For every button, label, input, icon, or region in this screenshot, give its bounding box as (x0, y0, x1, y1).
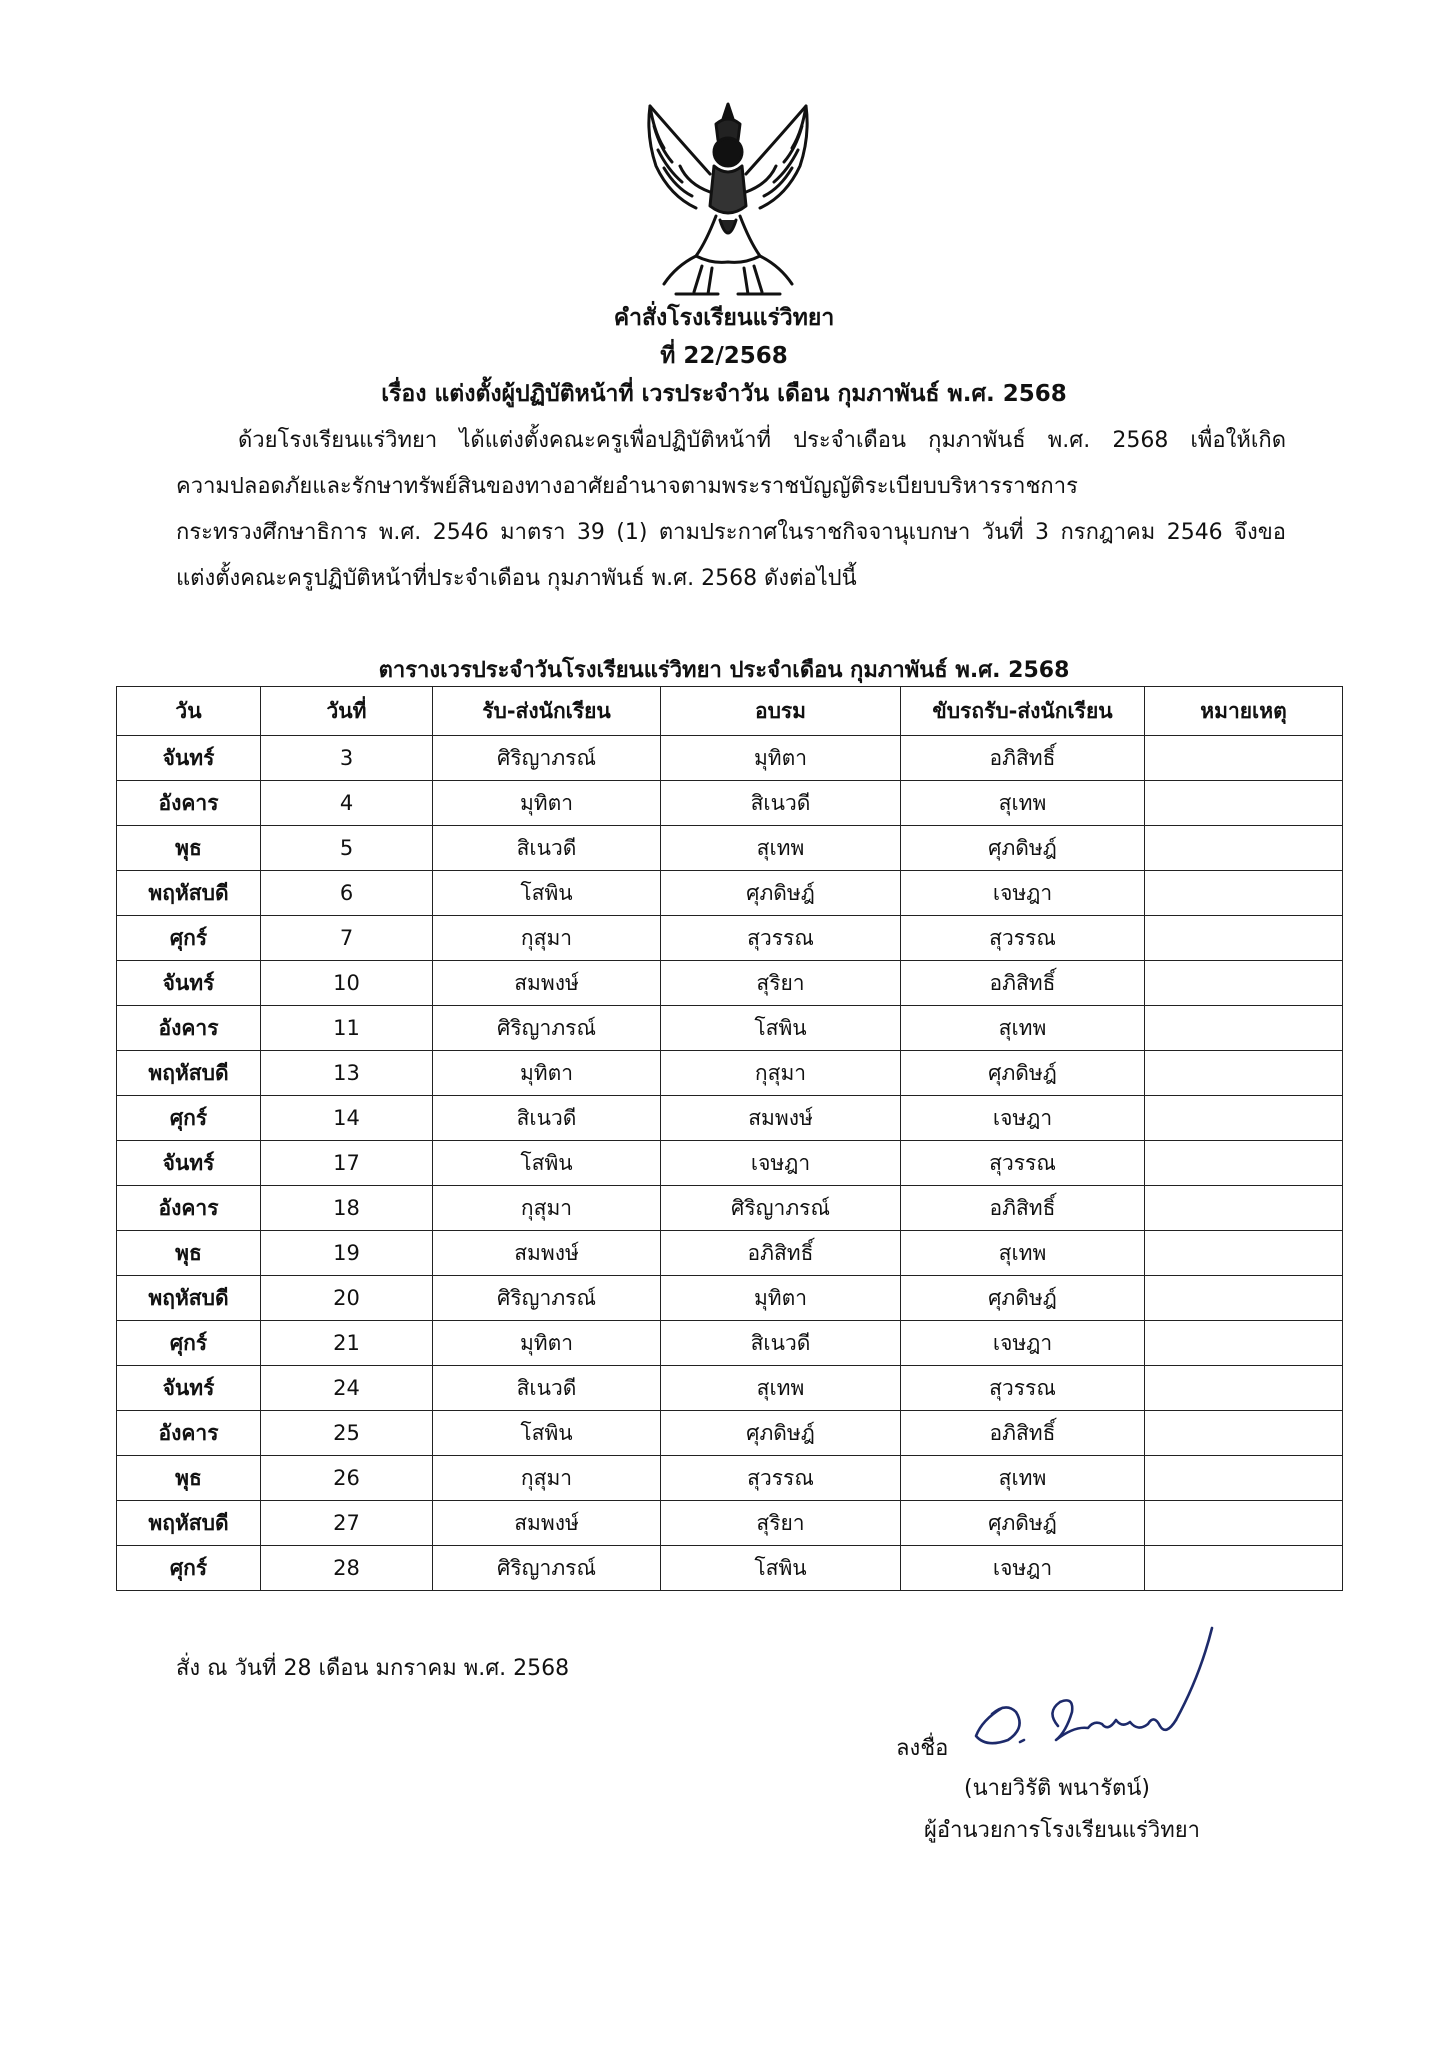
cell-day: พุธ (117, 826, 261, 871)
header-date: วันที่ (261, 687, 433, 736)
duty-table (116, 686, 1343, 1591)
cell-training: เจษฎา (661, 1141, 901, 1186)
body-line-3: กระทรวงศึกษาธิการ พ.ศ. 2546 มาตรา 39 (1) ตามประกาศในราชกิจจานุเบกษา วันที่ 3 กรกฎาคม 2546 จึงขอ (176, 520, 1286, 545)
cell-date: 11 (261, 1006, 433, 1051)
cell-day: พฤหัสบดี (117, 871, 261, 916)
cell-training: กุสุมา (661, 1051, 901, 1096)
cell-remarks (1145, 781, 1343, 826)
cell-remarks (1145, 826, 1343, 871)
cell-remarks (1145, 1411, 1343, 1456)
table-row (117, 826, 1343, 871)
cell-day: ศุกร์ (117, 1546, 261, 1591)
cell-day: อังคาร (117, 1411, 261, 1456)
cell-student-pickup: สิเนวดี (433, 1096, 661, 1141)
cell-driver: สุวรรณ (901, 1141, 1145, 1186)
cell-remarks (1145, 1276, 1343, 1321)
cell-training: สิเนวดี (661, 781, 901, 826)
cell-remarks (1145, 961, 1343, 1006)
cell-day: อังคาร (117, 1006, 261, 1051)
cell-day: จันทร์ (117, 736, 261, 781)
table-title: ตารางเวรประจำวันโรงเรียนแร่วิทยา ประจำเดือน กุมภาพันธ์ พ.ศ. 2568 (378, 658, 1070, 683)
cell-remarks (1145, 1456, 1343, 1501)
table-header-row (117, 687, 1343, 736)
cell-remarks (1145, 736, 1343, 781)
order-subject: เรื่อง แต่งตั้งผู้ปฏิบัติหน้าที่ เวรประจำวัน เดือน กุมภาพันธ์ พ.ศ. 2568 (381, 381, 1067, 407)
cell-date: 5 (261, 826, 433, 871)
order-number: ที่ 22/2568 (660, 343, 788, 369)
cell-driver: เจษฎา (901, 1096, 1145, 1141)
cell-remarks (1145, 871, 1343, 916)
cell-student-pickup: โสพิน (433, 1411, 661, 1456)
cell-student-pickup: มุทิตา (433, 1051, 661, 1096)
cell-remarks (1145, 1096, 1343, 1141)
cell-date: 14 (261, 1096, 433, 1141)
cell-day: พฤหัสบดี (117, 1276, 261, 1321)
table-row (117, 1231, 1343, 1276)
cell-driver: สุเทพ (901, 1456, 1145, 1501)
cell-student-pickup: สิเนวดี (433, 1366, 661, 1411)
cell-training: โสพิน (661, 1006, 901, 1051)
cell-remarks (1145, 1546, 1343, 1591)
cell-remarks (1145, 1501, 1343, 1546)
signer-position: ผู้อำนวยการโรงเรียนแร่วิทยา (924, 1818, 1200, 1843)
cell-driver: ศุภดิษฎ์ (901, 1501, 1145, 1546)
body-line-4: แต่งตั้งคณะครูปฏิบัติหน้าที่ประจำเดือน กุมภาพันธ์ พ.ศ. 2568 ดังต่อไปนี้ (176, 566, 857, 591)
table-row (117, 1276, 1343, 1321)
cell-training: อภิสิทธิ์ (661, 1231, 901, 1276)
cell-student-pickup: กุสุมา (433, 916, 661, 961)
cell-driver: สุเทพ (901, 781, 1145, 826)
cell-remarks (1145, 916, 1343, 961)
header-training: อบรม (661, 687, 901, 736)
cell-driver: ศุภดิษฎ์ (901, 1051, 1145, 1096)
cell-remarks (1145, 1231, 1343, 1276)
cell-training: สุเทพ (661, 1366, 901, 1411)
cell-day: พุธ (117, 1456, 261, 1501)
table-row (117, 871, 1343, 916)
table-row (117, 1456, 1343, 1501)
table-row (117, 1546, 1343, 1591)
cell-training: สุเทพ (661, 826, 901, 871)
cell-date: 28 (261, 1546, 433, 1591)
cell-day: ศุกร์ (117, 1096, 261, 1141)
header-remarks: หมายเหตุ (1145, 687, 1343, 736)
cell-training: มุทิตา (661, 736, 901, 781)
table-row (117, 1006, 1343, 1051)
cell-student-pickup: กุสุมา (433, 1456, 661, 1501)
cell-day: จันทร์ (117, 1366, 261, 1411)
cell-student-pickup: มุทิตา (433, 781, 661, 826)
cell-driver: ศุภดิษฎ์ (901, 1276, 1145, 1321)
cell-driver: สุเทพ (901, 1231, 1145, 1276)
cell-training: ศุภดิษฎ์ (661, 1411, 901, 1456)
cell-driver: สุเทพ (901, 1006, 1145, 1051)
cell-day: อังคาร (117, 781, 261, 826)
table-row (117, 1186, 1343, 1231)
cell-driver: อภิสิทธิ์ (901, 961, 1145, 1006)
table-row (117, 781, 1343, 826)
cell-training: ศุภดิษฎ์ (661, 871, 901, 916)
cell-remarks (1145, 1321, 1343, 1366)
cell-driver: ศุภดิษฎ์ (901, 826, 1145, 871)
cell-training: โสพิน (661, 1546, 901, 1591)
cell-day: ศุกร์ (117, 916, 261, 961)
cell-date: 20 (261, 1276, 433, 1321)
cell-student-pickup: ศิริญาภรณ์ (433, 736, 661, 781)
cell-driver: เจษฎา (901, 871, 1145, 916)
cell-date: 21 (261, 1321, 433, 1366)
cell-driver: เจษฎา (901, 1321, 1145, 1366)
cell-training: สุวรรณ (661, 1456, 901, 1501)
cell-remarks (1145, 1366, 1343, 1411)
cell-date: 10 (261, 961, 433, 1006)
cell-student-pickup: ศิริญาภรณ์ (433, 1006, 661, 1051)
cell-remarks (1145, 1051, 1343, 1096)
cell-student-pickup: โสพิน (433, 871, 661, 916)
cell-training: มุทิตา (661, 1276, 901, 1321)
body-line-2: ความปลอดภัยและรักษาทรัพย์สินของทางอาศัยอำนาจตามพระราชบัญญัติระเบียบบริหารราชการ (176, 474, 1078, 499)
table-row (117, 1321, 1343, 1366)
header-student-pickup: รับ-ส่งนักเรียน (433, 687, 661, 736)
cell-date: 27 (261, 1501, 433, 1546)
cell-remarks (1145, 1141, 1343, 1186)
table-row (117, 1141, 1343, 1186)
cell-student-pickup: สิเนวดี (433, 826, 661, 871)
table-row (117, 916, 1343, 961)
cell-day: พุธ (117, 1231, 261, 1276)
table-row (117, 1096, 1343, 1141)
cell-day: จันทร์ (117, 1141, 261, 1186)
cell-student-pickup: สมพงษ์ (433, 1231, 661, 1276)
cell-day: จันทร์ (117, 961, 261, 1006)
cell-driver: อภิสิทธิ์ (901, 736, 1145, 781)
cell-day: พฤหัสบดี (117, 1051, 261, 1096)
cell-driver: อภิสิทธิ์ (901, 1186, 1145, 1231)
table-row (117, 1501, 1343, 1546)
cell-training: สิเนวดี (661, 1321, 901, 1366)
cell-date: 19 (261, 1231, 433, 1276)
cell-student-pickup: สมพงษ์ (433, 961, 661, 1006)
table-row (117, 736, 1343, 781)
signer-name: (นายวิรัติ พนารัตน์) (964, 1776, 1150, 1801)
cell-date: 3 (261, 736, 433, 781)
cell-student-pickup: โสพิน (433, 1141, 661, 1186)
cell-student-pickup: สมพงษ์ (433, 1501, 661, 1546)
cell-training: สมพงษ์ (661, 1096, 901, 1141)
signature (962, 1616, 1222, 1766)
cell-date: 24 (261, 1366, 433, 1411)
cell-date: 17 (261, 1141, 433, 1186)
table-row (117, 1411, 1343, 1456)
cell-student-pickup: มุทิตา (433, 1321, 661, 1366)
cell-driver: สุวรรณ (901, 1366, 1145, 1411)
table-row (117, 1366, 1343, 1411)
cell-date: 6 (261, 871, 433, 916)
cell-date: 13 (261, 1051, 433, 1096)
cell-training: สุวรรณ (661, 916, 901, 961)
cell-driver: สุวรรณ (901, 916, 1145, 961)
header-driver: ขับรถรับ-ส่งนักเรียน (901, 687, 1145, 736)
cell-student-pickup: กุสุมา (433, 1186, 661, 1231)
cell-date: 18 (261, 1186, 433, 1231)
sign-label: ลงชื่อ (896, 1736, 949, 1761)
header-day: วัน (117, 687, 261, 736)
cell-remarks (1145, 1186, 1343, 1231)
cell-date: 4 (261, 781, 433, 826)
cell-date: 26 (261, 1456, 433, 1501)
garuda-emblem-icon (636, 96, 820, 304)
order-date: สั่ง ณ วันที่ 28 เดือน มกราคม พ.ศ. 2568 (176, 1656, 570, 1681)
cell-driver: เจษฎา (901, 1546, 1145, 1591)
cell-day: อังคาร (117, 1186, 261, 1231)
cell-training: สุริยา (661, 1501, 901, 1546)
cell-date: 25 (261, 1411, 433, 1456)
cell-driver: อภิสิทธิ์ (901, 1411, 1145, 1456)
cell-training: สุริยา (661, 961, 901, 1006)
table-row (117, 961, 1343, 1006)
cell-date: 7 (261, 916, 433, 961)
cell-remarks (1145, 1006, 1343, 1051)
table-row (117, 1051, 1343, 1096)
cell-day: ศุกร์ (117, 1321, 261, 1366)
body-line-1: ด้วยโรงเรียนแร่วิทยา ได้แต่งตั้งคณะครูเพื่อปฏิบัติหน้าที่ ประจำเดือน กุมภาพันธ์ พ.ศ. 2568 เพื่อให้เกิด (238, 428, 1286, 453)
cell-student-pickup: ศิริญาภรณ์ (433, 1276, 661, 1321)
cell-day: พฤหัสบดี (117, 1501, 261, 1546)
cell-training: ศิริญาภรณ์ (661, 1186, 901, 1231)
body-paragraph (176, 418, 1286, 602)
order-title: คำสั่งโรงเรียนแร่วิทยา (613, 305, 835, 331)
cell-student-pickup: ศิริญาภรณ์ (433, 1546, 661, 1591)
